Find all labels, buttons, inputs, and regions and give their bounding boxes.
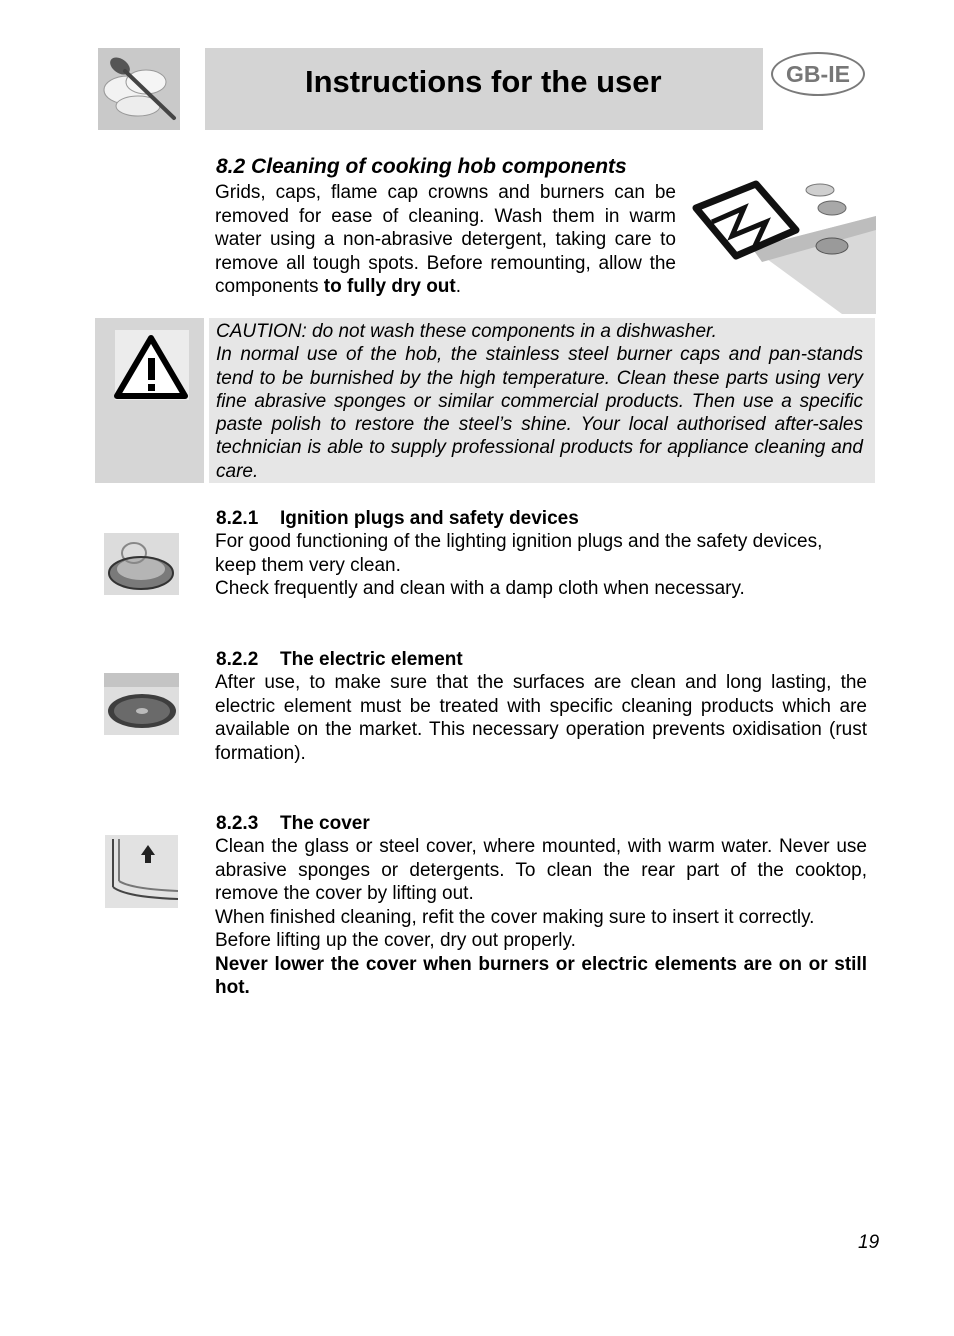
body-paragraph: After use, to make sure that the surfaces are clean and long lasting, the electric element must be treated with specific cleaning products which are available on the market. This necessary operation prevents oxidisation (rust formation). bbox=[215, 672, 867, 764]
warning-triangle-icon bbox=[95, 318, 204, 483]
caution-body: In normal use of the hob, the stainless steel burner caps and pan-stands tend to be burnished by the high temperature. Clean these parts using very fine abrasive sponges or similar commercial products. Then use a specific paste polish to restore the steel’s shine. Your local authorised after-sales technician is able to supply professional products for appliance cleaning and care. bbox=[216, 344, 863, 482]
caution-heading: CAUTION: do not wash these components in a dishwasher. bbox=[216, 321, 717, 342]
subsection-title-8-2-2 bbox=[216, 648, 463, 671]
subsection-title-8-2-1 bbox=[216, 507, 579, 530]
language-badge: GB-IE bbox=[771, 52, 865, 96]
subsection-title-8-2-3 bbox=[216, 812, 370, 835]
cover-lift-icon bbox=[105, 835, 178, 908]
caution-text bbox=[216, 320, 863, 483]
subsection-heading: The electric element bbox=[280, 649, 463, 670]
subsection-body-8-2-2 bbox=[215, 671, 867, 765]
section-title: 8.2 Cleaning of cooking hob components bbox=[216, 155, 627, 178]
burner-ignition-icon bbox=[104, 533, 179, 595]
pan-stand-grid-icon bbox=[692, 178, 876, 314]
subsection-body-8-2-3 bbox=[215, 835, 867, 1000]
subsection-number: 8.2.1 bbox=[216, 508, 259, 529]
intro-paragraph bbox=[215, 181, 676, 299]
body-paragraph: When finished cleaning, refit the cover making sure to insert it correctly. bbox=[215, 906, 815, 928]
subsection-number: 8.2.3 bbox=[216, 813, 259, 834]
intro-bold-text: to fully dry out bbox=[323, 276, 456, 297]
intro-end-text: . bbox=[455, 276, 462, 297]
subsection-number: 8.2.2 bbox=[216, 649, 259, 670]
electric-plate-icon bbox=[104, 673, 179, 735]
caution-icon-panel bbox=[95, 318, 204, 483]
body-paragraph: For good functioning of the lighting ignition plugs and the safety devices, keep them very clean. bbox=[215, 531, 823, 576]
body-paragraph: Before lifting up the cover, dry out properly. bbox=[215, 930, 576, 951]
subsection-body-8-2-1 bbox=[215, 530, 867, 601]
chef-spoon-icon bbox=[98, 48, 180, 130]
subsection-heading: The cover bbox=[280, 813, 370, 834]
warning-paragraph: Never lower the cover when burners or electric elements are on or still hot. bbox=[215, 953, 867, 998]
body-paragraph: Clean the glass or steel cover, where mounted, with warm water. Never use abrasive sponges or detergents. To clean the rear part of the cooktop, remove the cover by lifting out. bbox=[215, 836, 867, 904]
body-paragraph: Check frequently and clean with a damp cloth when necessary. bbox=[215, 578, 745, 599]
subsection-heading: Ignition plugs and safety devices bbox=[280, 508, 579, 529]
page-number: 19 bbox=[858, 1232, 880, 1253]
page-title: Instructions for the user bbox=[305, 64, 662, 99]
intro-text: Grids, caps, flame cap crowns and burners can be removed for ease of cleaning. Wash them in warm water using a non-abrasive detergent, taking care to remove all tough spots. Before remounting, allow the components bbox=[215, 182, 676, 297]
